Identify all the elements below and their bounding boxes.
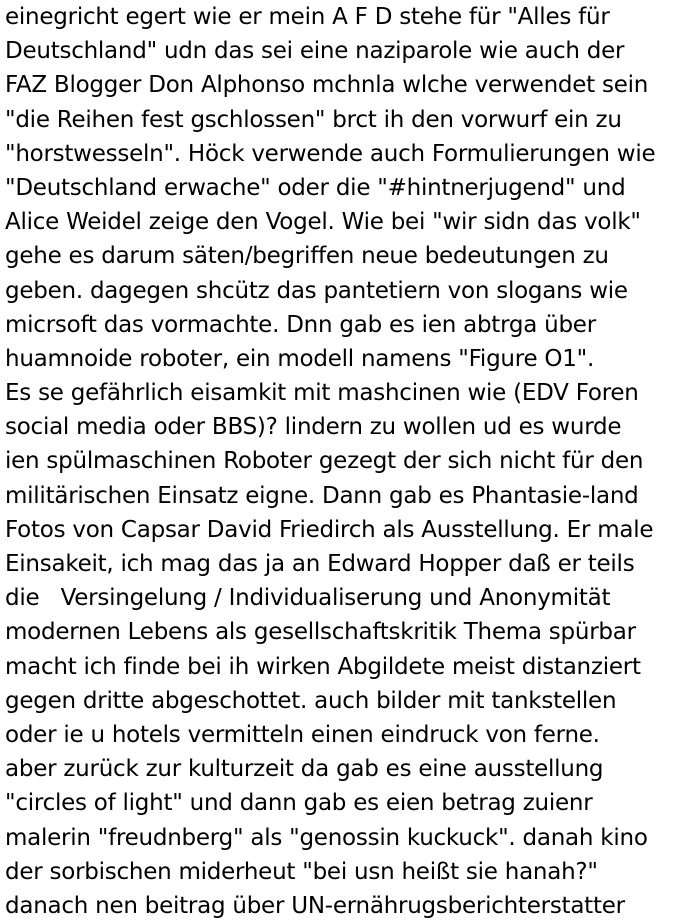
text-line: malerin "freudnberg" als "genossin kuckuck". danah kino <box>5 824 648 851</box>
text-line: Es se gefährlich eisamkit mit mashcinen wie (EDV Foren <box>5 380 639 407</box>
text-line: "die Reihen fest gschlossen" brct ih den vorwurf ein zu <box>5 106 622 133</box>
text-line: Fotos von Capsar David Friedirch als Ausstellung. Er male <box>5 516 654 543</box>
text-line: der sorbischen miderheut "bei usn heißt sie hanah?" <box>5 858 598 885</box>
text-line: "circles of light" und dann gab es eien betrag zuienr <box>5 790 593 817</box>
text-line: social media oder BBS)? lindern zu wollen ud es wurde <box>5 414 622 441</box>
text-line: "horstwesseln". Höck verwende auch Formulierungen wie <box>5 140 656 167</box>
text-line: Deutschland" udn das sei eine naziparole wie auch der <box>5 38 625 65</box>
text-line: gehe es darum säten/begriffen neue bedeutungen zu <box>5 243 609 270</box>
text-line: einegricht egert wie er mein A F D stehe für "Alles für <box>5 4 610 30</box>
text-line: macht ich finde bei ih wirken Abgildete meist distanziert <box>5 653 641 680</box>
text-line: micrsoft das vormachte. Dnn gab es ien abtrga über <box>5 311 596 338</box>
text-line: gegen dritte abgeschottet. auch bilder mit tankstellen <box>5 687 617 714</box>
text-line: ien spülmaschinen Roboter gezegt der sich nicht für den <box>5 448 644 475</box>
text-line: FAZ Blogger Don Alphonso mchnla wlche verwendet sein <box>5 72 649 99</box>
text-line: Einsakeit, ich mag das ja an Edward Hopper daß er teils <box>5 551 635 577</box>
text-line: danach nen beitrag über UN-ernährugsberichterstatter <box>5 892 625 919</box>
text-line: geben. dagegen shcütz das pantetiern von slogans wie <box>5 277 628 304</box>
text-line: "Deutschland erwache" oder die "#hintnerjugend" und <box>5 174 626 201</box>
text-line: oder ie u hotels vermitteln einen eindruck von ferne. <box>5 721 600 748</box>
text-line: modernen Lebens als gesellschaftskritik Thema spürbar <box>5 619 636 646</box>
text-line: militärischen Einsatz eigne. Dann gab es Phantasie-land <box>5 482 639 509</box>
text-line: die Versingelung / Individualiserung und Anonymität <box>5 585 611 612</box>
text-line: aber zurück zur kulturzeit da gab es eine ausstellung <box>5 756 604 783</box>
document-text-block <box>5 0 684 923</box>
text-line: huamnoide roboter, ein modell namens "Figure O1". <box>5 345 595 372</box>
text-line: Alice Weidel zeige den Vogel. Wie bei "wir sidn das volk" <box>5 209 641 236</box>
